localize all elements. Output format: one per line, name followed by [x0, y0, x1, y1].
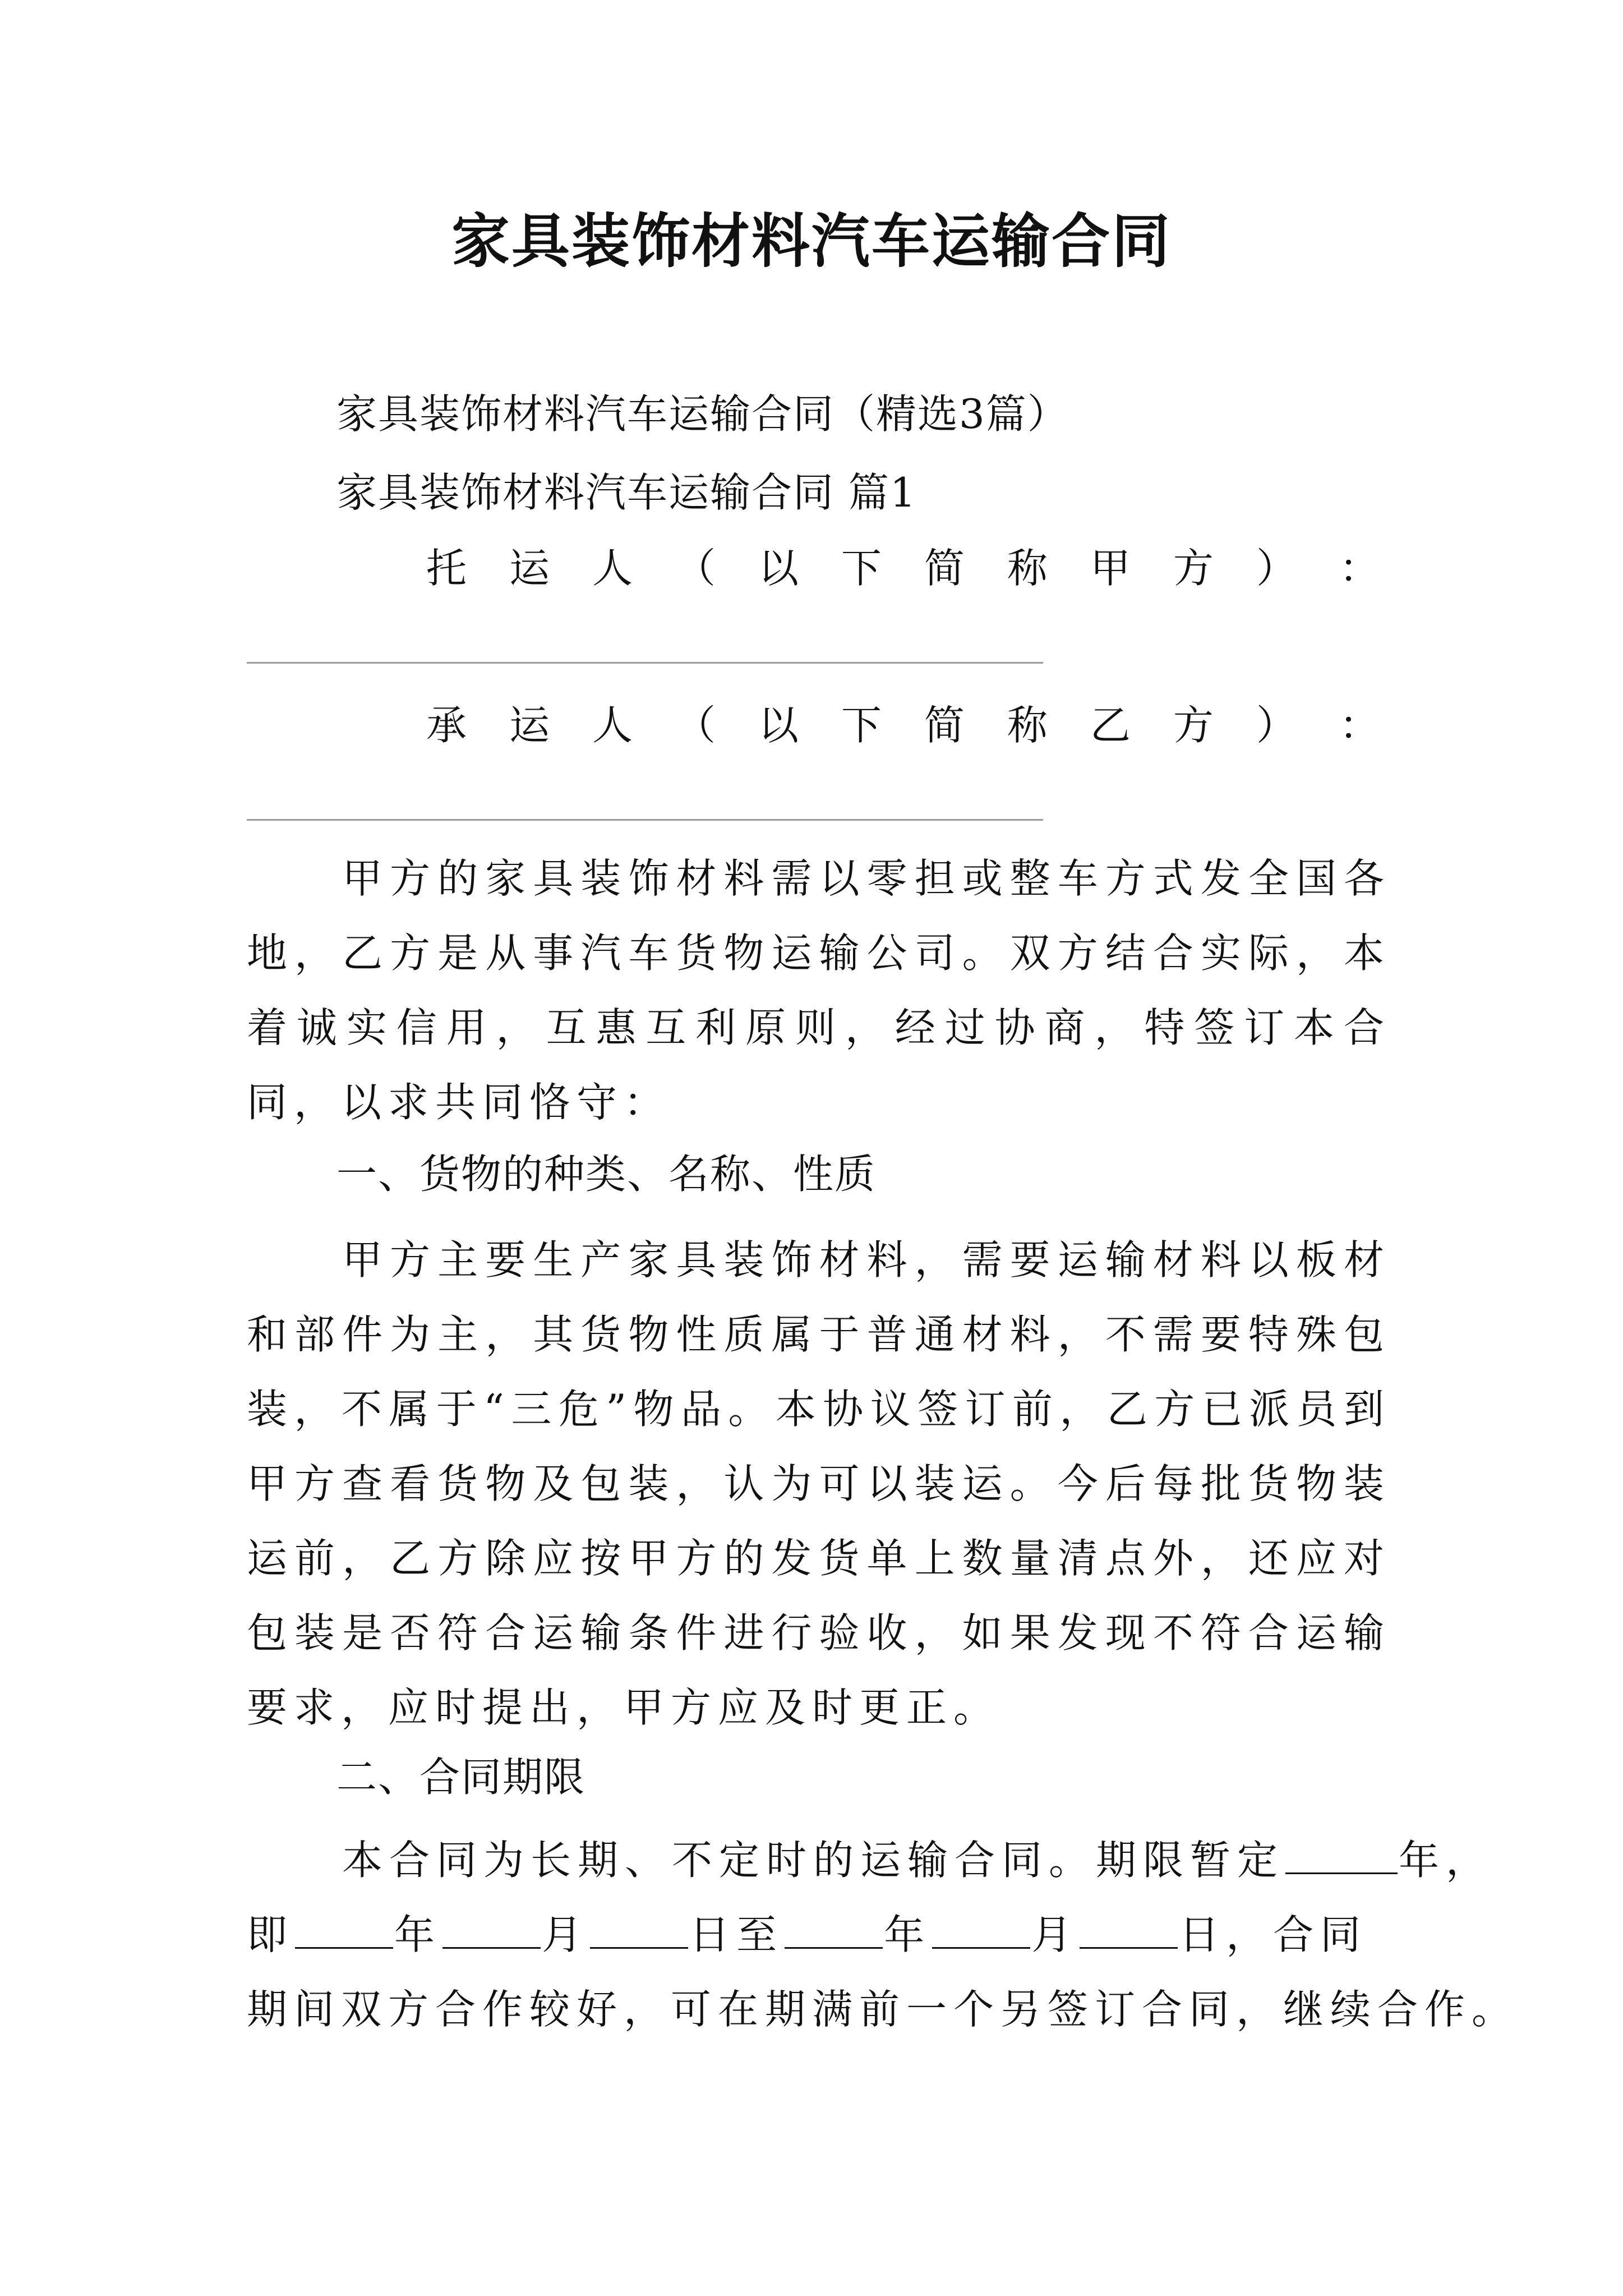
end-day-blank: [1080, 1907, 1178, 1949]
section-title: 家具装饰材料汽车运输合同 篇1: [336, 469, 917, 516]
month-label: 月: [542, 1911, 589, 1958]
party-b-char: 简: [924, 702, 965, 749]
end-month-blank: [932, 1907, 1030, 1949]
party-a-fill-line: [247, 662, 1043, 664]
party-a-char: 称: [1007, 545, 1048, 592]
day-to-label: 日至: [689, 1911, 784, 1958]
party-b-char: 乙: [1090, 702, 1131, 749]
party-a-char: 运: [509, 545, 550, 592]
party-a-line: [426, 541, 1380, 595]
party-a-char: 人: [592, 545, 633, 592]
party-b-char: 承: [426, 702, 467, 749]
clause-heading-goods: 一、货物的种类、名称、性质: [336, 1151, 877, 1198]
party-b-char: 称: [1007, 702, 1048, 749]
term-start-text: 即: [247, 1911, 294, 1958]
month-label: 月: [1031, 1911, 1079, 1958]
start-day-blank: [590, 1907, 688, 1949]
year-label: 年: [884, 1911, 932, 1958]
document-title: 家具装饰材料汽车运输合同: [451, 206, 1172, 275]
party-b-fill-line: [247, 819, 1043, 821]
goods-paragraph: 甲方主要生产家具装饰材料，需要运输材料以板材和部件为主，其货物性质属于普通材料，不需要特殊包装，不属于“三危”物品。本协议签订前，乙方已派员到甲方查看货物及包装，认为可以装运。今后每批货物装运前，乙方除应按甲方的发货单上数量清点外，还应对包装是否符合运输条件进行验收，如果发现不符合运输要求，应时提出，甲方应及时更正。: [247, 1236, 1391, 1731]
party-b-line: [426, 698, 1380, 752]
party-b-char: （: [675, 702, 716, 749]
party-b-char: 人: [592, 702, 633, 749]
year-label: 年: [394, 1911, 442, 1958]
party-a-char: ）: [1256, 545, 1297, 592]
party-a-char: 甲: [1090, 545, 1131, 592]
clause-heading-term: 二、合同期限: [336, 1754, 586, 1801]
intro-paragraph: 甲方的家具装饰材料需以零担或整车方式发全国各地，乙方是从事汽车货物运输公司。双方结合实际，本着诚实信用，互惠互利原则，经过协商，特签订本合同，以求共同恪守：: [247, 855, 1391, 1126]
party-b-char: 方: [1173, 702, 1214, 749]
party-b-char: 运: [509, 702, 550, 749]
end-year-blank: [785, 1907, 883, 1949]
start-month-blank: [442, 1907, 541, 1949]
party-a-char: 下: [841, 545, 882, 592]
party-b-char: ）: [1256, 702, 1297, 749]
start-year-blank: [295, 1907, 393, 1949]
term-year-unit: 年，: [1399, 1837, 1493, 1884]
party-b-char: 以: [758, 702, 799, 749]
party-a-char: 简: [924, 545, 965, 592]
day-end-label: 日，合同: [1179, 1911, 1368, 1958]
term-line-3: 期间双方合作较好，可在期满前一个另签订合同，继续合作。: [247, 1986, 1519, 2033]
document-subtitle: 家具装饰材料汽车运输合同（精选3篇）: [336, 390, 1069, 438]
party-a-char: 以: [758, 545, 799, 592]
party-b-char: 下: [841, 702, 882, 749]
party-a-char: 托: [426, 545, 467, 592]
term-line-1: [247, 1823, 1493, 1898]
party-a-char: （: [675, 545, 716, 592]
term-years-blank: [1285, 1832, 1398, 1874]
party-a-char: 方: [1173, 545, 1214, 592]
party-a-char: ：: [1339, 545, 1380, 592]
party-b-char: ：: [1339, 702, 1380, 749]
term-line-2: [247, 1898, 1391, 1972]
term-text: 本合同为长期、不定时的运输合同。期限暂定: [342, 1837, 1285, 1884]
